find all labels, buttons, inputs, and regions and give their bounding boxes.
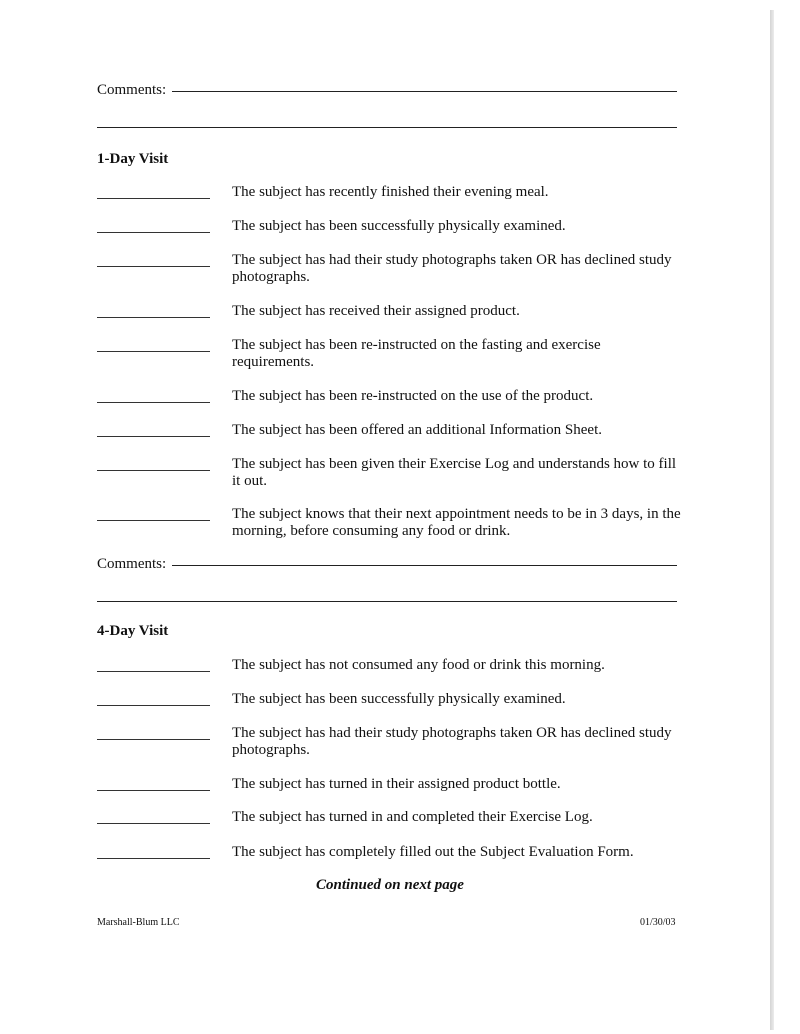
initial-blank[interactable]	[97, 351, 210, 352]
checklist-item	[97, 388, 682, 405]
checklist-item-text: The subject has had their study photographs taken OR has declined study photographs.	[232, 252, 672, 285]
initial-blank[interactable]	[97, 436, 210, 437]
section-title-4-day: 4-Day Visit	[97, 623, 169, 639]
comments-line[interactable]	[97, 127, 677, 128]
continued-note: Continued on next page	[316, 877, 464, 893]
checklist-item	[97, 218, 682, 235]
checklist-item	[97, 456, 682, 490]
section-title-1-day: 1-Day Visit	[97, 151, 169, 167]
checklist-item-text: The subject has had their study photographs taken OR has declined study photographs.	[232, 725, 672, 758]
checklist-item	[97, 506, 682, 540]
checklist-item	[97, 691, 682, 708]
checklist-item-text: The subject has been re-instructed on the use of the product.	[232, 388, 594, 404]
checklist-item	[97, 422, 682, 439]
checklist-item	[97, 337, 682, 371]
checklist-item-text: The subject has recently finished their evening meal.	[232, 184, 549, 200]
checklist-item	[97, 657, 682, 674]
checklist-item	[97, 809, 682, 826]
initial-blank[interactable]	[97, 266, 210, 267]
initial-blank[interactable]	[97, 470, 210, 471]
comments-top	[97, 82, 677, 128]
initial-blank[interactable]	[97, 520, 210, 521]
initial-blank[interactable]	[97, 739, 210, 740]
footer-date: 01/30/03	[640, 917, 676, 928]
checklist-item-text: The subject has turned in and completed their Exercise Log.	[232, 809, 593, 825]
checklist-item-text: The subject has received their assigned product.	[232, 303, 520, 319]
checklist-item-text: The subject has completely filled out the Subject Evaluation Form.	[232, 844, 634, 860]
initial-blank[interactable]	[97, 858, 210, 859]
initial-blank[interactable]	[97, 232, 210, 233]
comments-line[interactable]	[97, 601, 677, 602]
initial-blank[interactable]	[97, 671, 210, 672]
checklist-item-text: The subject has been given their Exercise Log and understands how to fill it out.	[232, 456, 677, 489]
initial-blank[interactable]	[97, 317, 210, 318]
checklist-item-text: The subject has not consumed any food or drink this morning.	[232, 657, 605, 673]
checklist-item-text: The subject knows that their next appointment needs to be in 3 days, in the morning, before consuming any food or drink.	[232, 506, 681, 539]
initial-blank[interactable]	[97, 198, 210, 199]
initial-blank[interactable]	[97, 402, 210, 403]
checklist-item	[97, 844, 682, 861]
checklist-item	[97, 252, 682, 286]
comments-line[interactable]	[172, 90, 677, 92]
footer-company: Marshall-Blum LLC	[97, 917, 180, 928]
checklist-item	[97, 184, 682, 201]
comments-line[interactable]	[172, 564, 677, 566]
comments-1-day	[97, 556, 677, 602]
checklist-item-text: The subject has turned in their assigned product bottle.	[232, 776, 561, 792]
initial-blank[interactable]	[97, 790, 210, 791]
comments-label: Comments:	[97, 82, 167, 98]
checklist-item-text: The subject has been successfully physically examined.	[232, 691, 566, 707]
comments-label: Comments:	[97, 556, 167, 572]
checklist-item-text: The subject has been offered an additional Information Sheet.	[232, 422, 603, 438]
checklist-item	[97, 725, 682, 759]
checklist-item	[97, 776, 682, 793]
checklist-item-text: The subject has been re-instructed on the fasting and exercise requirements.	[232, 337, 601, 370]
checklist-item	[97, 303, 682, 320]
initial-blank[interactable]	[97, 823, 210, 824]
checklist-item-text: The subject has been successfully physically examined.	[232, 218, 566, 234]
initial-blank[interactable]	[97, 705, 210, 706]
